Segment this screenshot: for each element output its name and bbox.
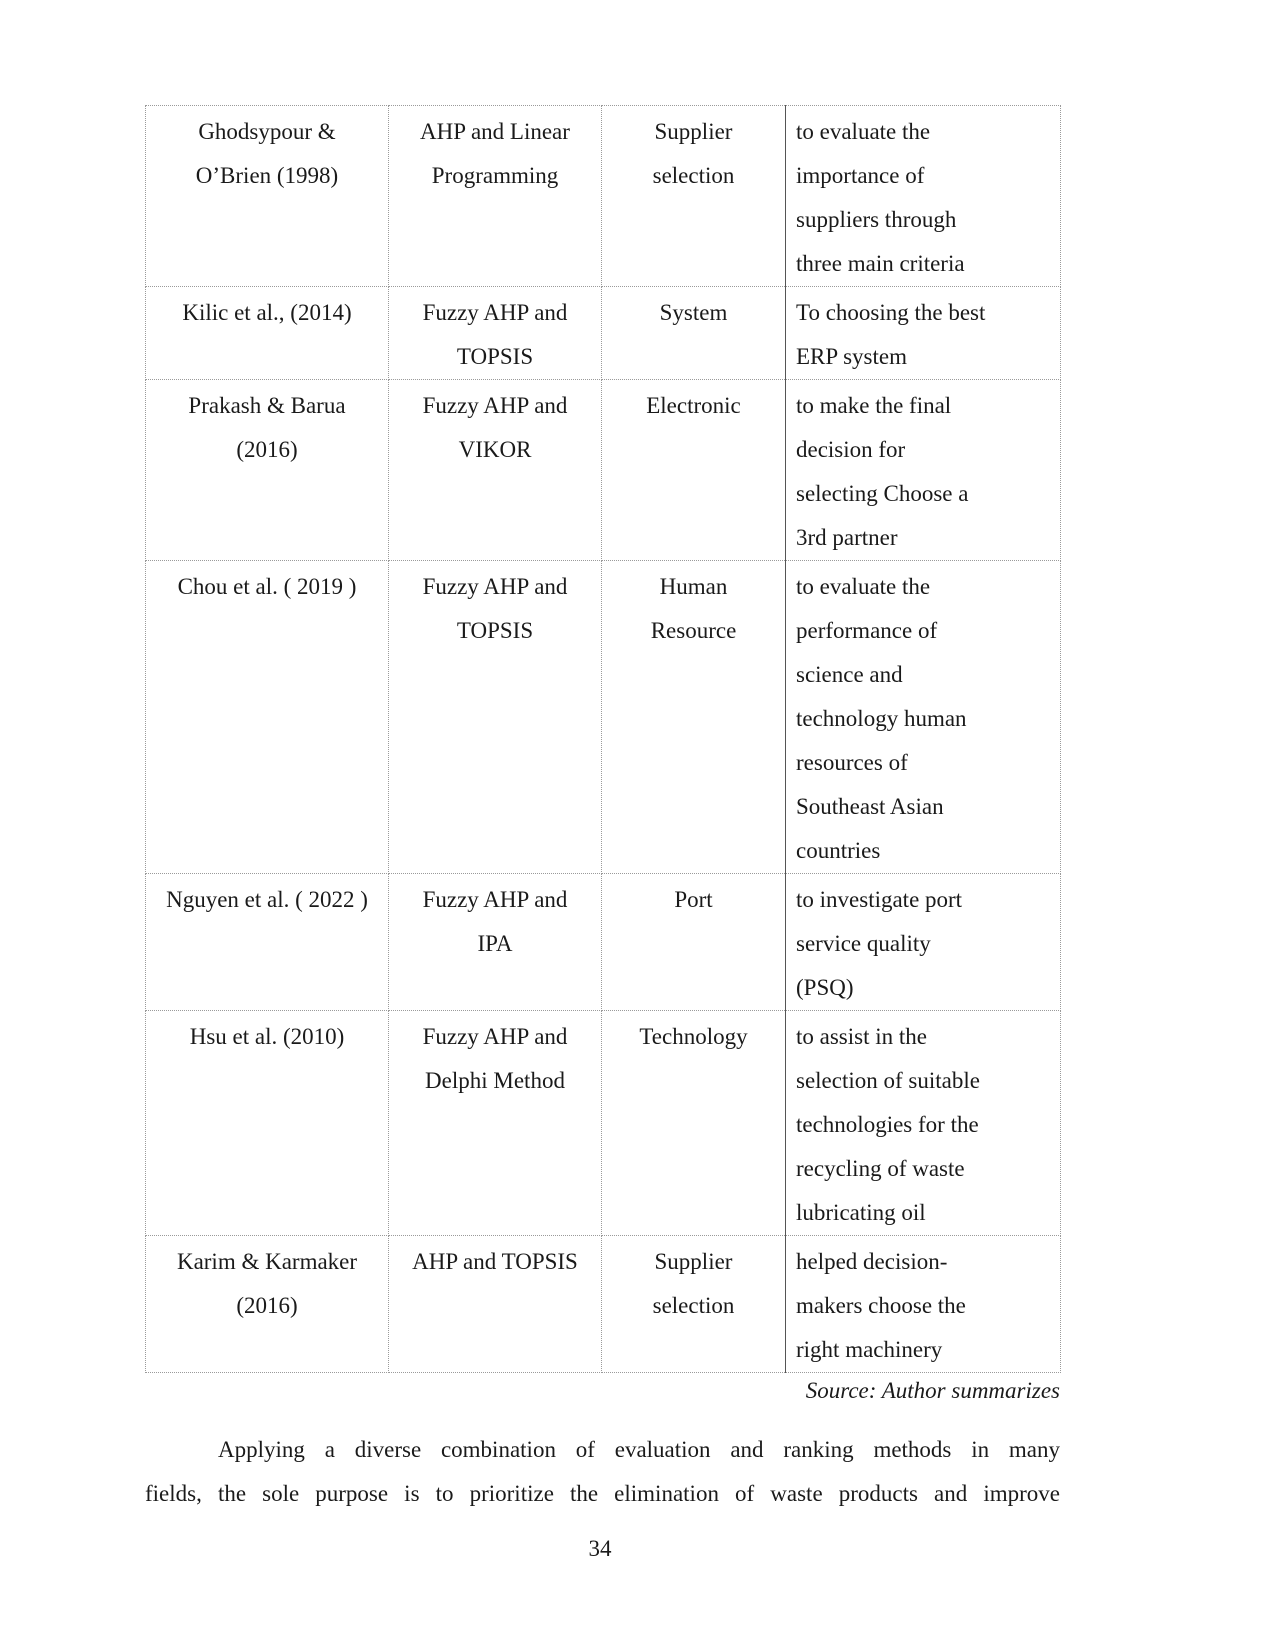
cell-method bbox=[389, 287, 602, 380]
cell-line: performance of bbox=[796, 618, 938, 643]
cell-line: to investigate port bbox=[796, 887, 963, 912]
body-paragraph bbox=[145, 1428, 1060, 1516]
cell-line: Southeast Asian bbox=[796, 794, 944, 819]
cell-method bbox=[389, 561, 602, 874]
cell-line: resources of bbox=[796, 750, 908, 775]
cell-line: (PSQ) bbox=[796, 975, 854, 1000]
cell-line: Ghodsypour & bbox=[198, 119, 336, 144]
cell-line: countries bbox=[796, 838, 881, 863]
cell-author bbox=[146, 561, 389, 874]
cell-line: System bbox=[659, 300, 728, 325]
cell-field bbox=[602, 106, 786, 287]
cell-author bbox=[146, 1236, 389, 1373]
cell-line: makers choose the bbox=[796, 1293, 966, 1318]
cell-line: science and bbox=[796, 662, 903, 687]
cell-field bbox=[602, 287, 786, 380]
cell-line: suppliers through bbox=[796, 207, 957, 232]
cell-line: (2016) bbox=[236, 437, 298, 462]
page-number: 34 bbox=[588, 1536, 612, 1561]
cell-line: Delphi Method bbox=[425, 1068, 565, 1093]
table-row bbox=[146, 1011, 1061, 1236]
cell-line: Karim & Karmaker bbox=[176, 1249, 358, 1274]
cell-line: 3rd partner bbox=[796, 525, 898, 550]
cell-method bbox=[389, 874, 602, 1011]
cell-line: selection bbox=[652, 1293, 735, 1318]
cell-method bbox=[389, 380, 602, 561]
cell-author bbox=[146, 106, 389, 287]
cell-line: Fuzzy AHP and bbox=[422, 300, 568, 325]
cell-line: To choosing the best bbox=[796, 300, 986, 325]
cell-line: Kilic et al., (2014) bbox=[182, 300, 352, 325]
cell-line: selecting Choose a bbox=[796, 481, 969, 506]
cell-field bbox=[602, 874, 786, 1011]
cell-line: AHP and Linear bbox=[420, 119, 570, 144]
cell-line: to make the final bbox=[796, 393, 952, 418]
paragraph-line-1: Applying a diverse combination of evaluation and ranking methods in many bbox=[218, 1437, 1060, 1462]
cell-purpose bbox=[786, 106, 1061, 287]
cell-line: to assist in the bbox=[796, 1024, 927, 1049]
table-row bbox=[146, 380, 1061, 561]
cell-field bbox=[602, 561, 786, 874]
table-row bbox=[146, 561, 1061, 874]
cell-line: VIKOR bbox=[458, 437, 532, 462]
cell-line: Electronic bbox=[646, 393, 741, 418]
table-row bbox=[146, 287, 1061, 380]
table-source-note: Source: Author summarizes bbox=[805, 1378, 1060, 1403]
cell-line: O’Brien (1998) bbox=[195, 163, 339, 188]
cell-field bbox=[602, 1011, 786, 1236]
cell-line: AHP and TOPSIS bbox=[412, 1249, 578, 1274]
cell-line: to evaluate the bbox=[796, 119, 931, 144]
table-body bbox=[146, 106, 1061, 1373]
cell-line: Chou et al. ( 2019 ) bbox=[177, 574, 357, 599]
cell-line: Human bbox=[659, 574, 728, 599]
cell-purpose bbox=[786, 1011, 1061, 1236]
cell-line: TOPSIS bbox=[456, 344, 534, 369]
table-row bbox=[146, 1236, 1061, 1373]
cell-method bbox=[389, 106, 602, 287]
cell-line: recycling of waste bbox=[796, 1156, 965, 1181]
cell-author bbox=[146, 287, 389, 380]
cell-line: Technology bbox=[639, 1024, 748, 1049]
cell-purpose bbox=[786, 287, 1061, 380]
cell-line: Fuzzy AHP and bbox=[422, 887, 568, 912]
cell-line: selection bbox=[652, 163, 735, 188]
cell-line: Prakash & Barua bbox=[188, 393, 346, 418]
cell-line: Port bbox=[674, 887, 713, 912]
literature-table bbox=[145, 105, 1061, 1373]
cell-line: right machinery bbox=[796, 1337, 943, 1362]
cell-line: IPA bbox=[477, 931, 513, 956]
cell-line: Resource bbox=[650, 618, 737, 643]
cell-line: Programming bbox=[431, 163, 559, 188]
cell-line: Hsu et al. (2010) bbox=[189, 1024, 345, 1049]
cell-line: importance of bbox=[796, 163, 925, 188]
cell-line: Nguyen et al. ( 2022 ) bbox=[166, 887, 368, 912]
cell-line: to evaluate the bbox=[796, 574, 931, 599]
cell-line: technologies for the bbox=[796, 1112, 979, 1137]
cell-line: service quality bbox=[796, 931, 931, 956]
cell-line: (2016) bbox=[236, 1293, 298, 1318]
cell-method bbox=[389, 1011, 602, 1236]
cell-line: technology human bbox=[796, 706, 967, 731]
cell-line: decision for bbox=[796, 437, 906, 462]
cell-method bbox=[389, 1236, 602, 1373]
table-row bbox=[146, 106, 1061, 287]
cell-purpose bbox=[786, 561, 1061, 874]
cell-line: lubricating oil bbox=[796, 1200, 926, 1225]
table-row bbox=[146, 874, 1061, 1011]
cell-author bbox=[146, 1011, 389, 1236]
cell-line: Fuzzy AHP and bbox=[422, 1024, 568, 1049]
cell-line: helped decision- bbox=[796, 1249, 948, 1274]
cell-line: three main criteria bbox=[796, 251, 965, 276]
cell-line: Fuzzy AHP and bbox=[422, 574, 568, 599]
cell-purpose bbox=[786, 1236, 1061, 1373]
cell-author bbox=[146, 380, 389, 561]
cell-line: selection of suitable bbox=[796, 1068, 980, 1093]
cell-line: Fuzzy AHP and bbox=[422, 393, 568, 418]
cell-purpose bbox=[786, 380, 1061, 561]
cell-line: Supplier bbox=[654, 1249, 733, 1274]
cell-purpose bbox=[786, 874, 1061, 1011]
paragraph-line-2: fields, the sole purpose is to prioritize the elimination of waste products and improve bbox=[145, 1481, 1060, 1506]
cell-line: Supplier bbox=[654, 119, 733, 144]
cell-line: TOPSIS bbox=[456, 618, 534, 643]
cell-field bbox=[602, 380, 786, 561]
cell-author bbox=[146, 874, 389, 1011]
cell-line: ERP system bbox=[796, 344, 907, 369]
cell-field bbox=[602, 1236, 786, 1373]
